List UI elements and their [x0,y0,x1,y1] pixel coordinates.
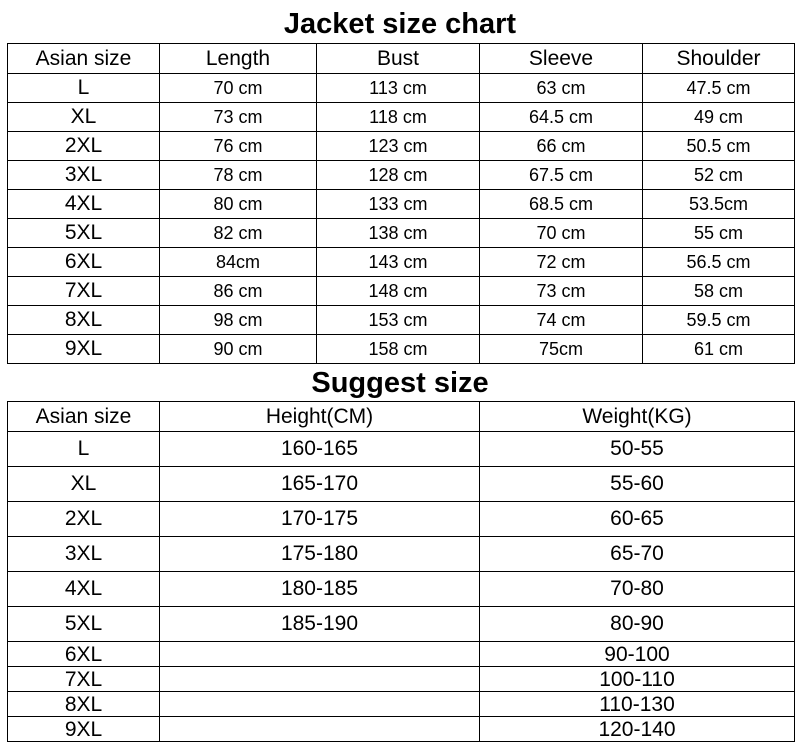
sleeve-cell: 73 cm [480,277,643,306]
table-row [8,572,795,607]
height-cell: 175-180 [160,537,480,572]
table-header-row [8,44,795,74]
jacket-size-chart-title: Jacket size chart [283,8,517,40]
weight-cell: 90-100 [480,642,795,667]
weight-cell: 50-55 [480,432,795,467]
size-cell: 2XL [8,502,160,537]
table-row [8,219,795,248]
header-height: Height(CM) [160,402,480,432]
weight-cell: 55-60 [480,467,795,502]
table-row [8,103,795,132]
sleeve-cell: 72 cm [480,248,643,277]
size-cell: XL [8,467,160,502]
length-cell: 86 cm [160,277,317,306]
sleeve-cell: 70 cm [480,219,643,248]
size-cell: 6XL [8,248,160,277]
bust-cell: 133 cm [317,190,480,219]
height-cell [160,692,480,717]
table-row [8,306,795,335]
height-cell: 180-185 [160,572,480,607]
height-cell [160,642,480,667]
size-cell: XL [8,103,160,132]
header-bust: Bust [317,44,480,74]
table-row [8,502,795,537]
length-cell: 70 cm [160,74,317,103]
header-shoulder: Shoulder [643,44,795,74]
sleeve-cell: 63 cm [480,74,643,103]
size-cell: 8XL [8,306,160,335]
jacket-size-table [7,43,795,364]
size-cell: 3XL [8,537,160,572]
size-cell: 7XL [8,277,160,306]
height-cell: 160-165 [160,432,480,467]
size-cell: 4XL [8,572,160,607]
shoulder-cell: 61 cm [643,335,795,364]
table-row [8,248,795,277]
bust-cell: 118 cm [317,103,480,132]
table-row [8,190,795,219]
shoulder-cell: 58 cm [643,277,795,306]
height-cell: 170-175 [160,502,480,537]
weight-cell: 60-65 [480,502,795,537]
header-length: Length [160,44,317,74]
shoulder-cell: 50.5 cm [643,132,795,161]
table-row [8,717,795,742]
table-row [8,335,795,364]
size-cell: 9XL [8,335,160,364]
suggest-size-title: Suggest size [311,367,489,399]
table-row [8,132,795,161]
table-row [8,607,795,642]
sleeve-cell: 66 cm [480,132,643,161]
bust-cell: 128 cm [317,161,480,190]
table-row [8,667,795,692]
bust-cell: 153 cm [317,306,480,335]
height-cell [160,667,480,692]
height-cell: 165-170 [160,467,480,502]
weight-cell: 120-140 [480,717,795,742]
table-header-row [8,402,795,432]
length-cell: 80 cm [160,190,317,219]
table-row [8,277,795,306]
shoulder-cell: 59.5 cm [643,306,795,335]
length-cell: 82 cm [160,219,317,248]
weight-cell: 100-110 [480,667,795,692]
length-cell: 78 cm [160,161,317,190]
size-cell: 9XL [8,717,160,742]
size-cell: 5XL [8,607,160,642]
bust-cell: 143 cm [317,248,480,277]
header-asian-size: Asian size [8,402,160,432]
header-weight: Weight(KG) [480,402,795,432]
weight-cell: 80-90 [480,607,795,642]
bust-cell: 123 cm [317,132,480,161]
shoulder-cell: 52 cm [643,161,795,190]
sleeve-cell: 64.5 cm [480,103,643,132]
size-cell: 8XL [8,692,160,717]
table-row [8,161,795,190]
shoulder-cell: 49 cm [643,103,795,132]
length-cell: 84cm [160,248,317,277]
shoulder-cell: 56.5 cm [643,248,795,277]
bust-cell: 148 cm [317,277,480,306]
weight-cell: 110-130 [480,692,795,717]
sleeve-cell: 67.5 cm [480,161,643,190]
table-row [8,467,795,502]
bust-cell: 158 cm [317,335,480,364]
suggest-size-table [7,401,795,742]
size-cell: 6XL [8,642,160,667]
bust-cell: 113 cm [317,74,480,103]
table-row [8,692,795,717]
size-cell: L [8,432,160,467]
size-cell: 3XL [8,161,160,190]
shoulder-cell: 55 cm [643,219,795,248]
height-cell: 185-190 [160,607,480,642]
weight-cell: 70-80 [480,572,795,607]
sleeve-cell: 75cm [480,335,643,364]
shoulder-cell: 47.5 cm [643,74,795,103]
size-cell: 7XL [8,667,160,692]
header-sleeve: Sleeve [480,44,643,74]
header-asian-size: Asian size [8,44,160,74]
size-cell: 2XL [8,132,160,161]
shoulder-cell: 53.5cm [643,190,795,219]
size-cell: 5XL [8,219,160,248]
height-cell [160,717,480,742]
length-cell: 76 cm [160,132,317,161]
length-cell: 90 cm [160,335,317,364]
bust-cell: 138 cm [317,219,480,248]
size-cell: L [8,74,160,103]
sleeve-cell: 74 cm [480,306,643,335]
table-row [8,74,795,103]
table-row [8,537,795,572]
table-row [8,642,795,667]
size-cell: 4XL [8,190,160,219]
weight-cell: 65-70 [480,537,795,572]
table-row [8,432,795,467]
length-cell: 98 cm [160,306,317,335]
length-cell: 73 cm [160,103,317,132]
sleeve-cell: 68.5 cm [480,190,643,219]
